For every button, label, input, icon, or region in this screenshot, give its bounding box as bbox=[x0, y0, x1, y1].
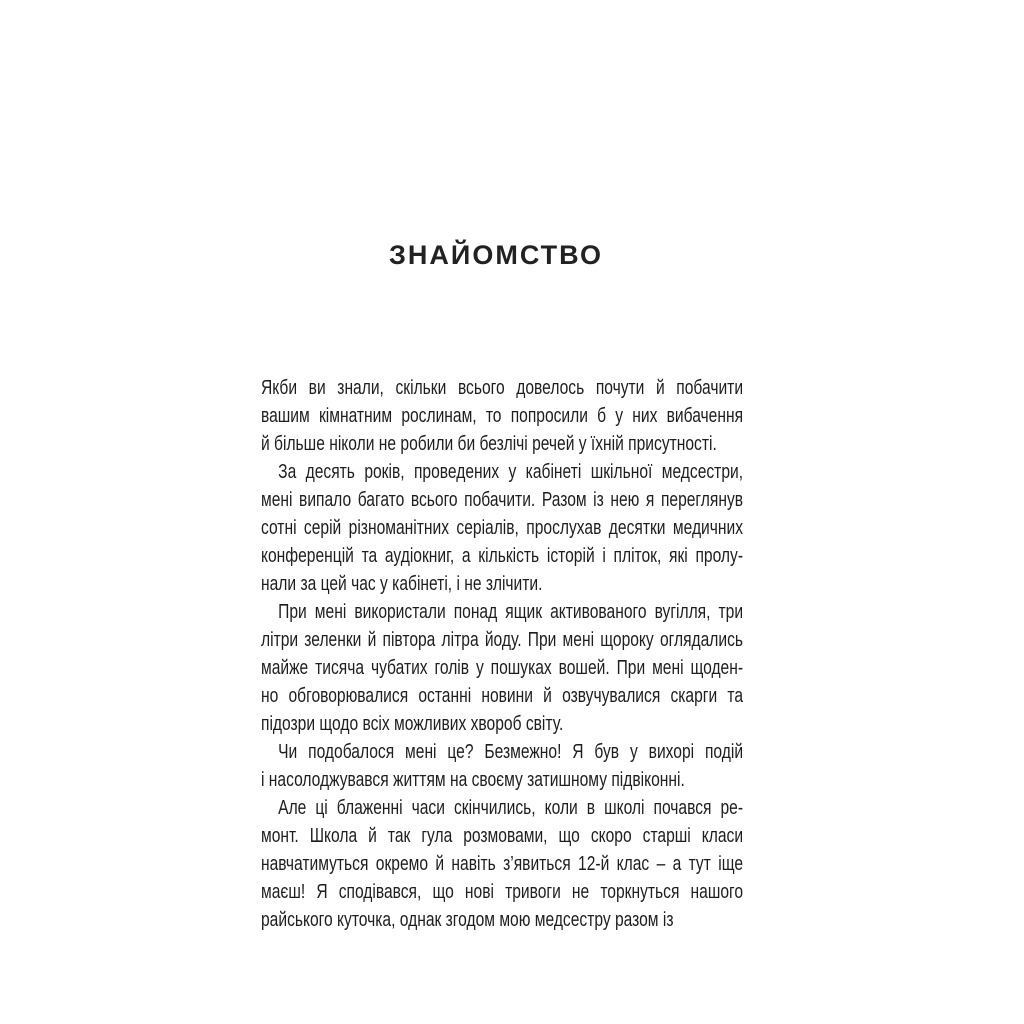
text-line: й більше ніколи не робили би безлічі речей у їхній присутності. bbox=[261, 433, 717, 455]
text-line: і насолоджувався життям на своєму затишному підвіконні. bbox=[261, 769, 685, 791]
text-line: маєш! Я сподівався, що нові тривоги не торкнуться нашого bbox=[261, 881, 744, 903]
text-line: райського куточка, однак згодом мою медсестру разом із bbox=[261, 909, 674, 931]
text-line: майже тисяча чубатих голів у пошуках вошей. При мені щоден- bbox=[261, 657, 744, 679]
text-line: монт. Школа й так гула розмовами, що скоро старші класи bbox=[261, 825, 744, 847]
text-line: літри зеленки й півтора літра йоду. При мені щороку оглядались bbox=[261, 629, 744, 651]
text-line: мені випало багато всього побачити. Разом із нею я переглянув bbox=[261, 489, 744, 511]
text-line: вашим кімнатним рослинам, то попросили б у них вибачення bbox=[261, 405, 744, 427]
text-line: но обговорювалися останні новини й озвучувалися скарги та bbox=[261, 685, 744, 707]
text-line: навчатимуться окремо й навіть з’явиться 12-й клас – а тут іще bbox=[261, 853, 744, 875]
text-line: підозри щодо всіх можливих хвороб світу. bbox=[261, 713, 564, 735]
chapter-title: ЗНАЙОМСТВО bbox=[389, 240, 603, 270]
text-line: конференцій та аудіокниг, а кількість історій і пліток, які пролу- bbox=[261, 545, 744, 567]
text-line: нали за цей час у кабінеті, і не злічити. bbox=[261, 573, 543, 595]
text-line: сотні серій різноманітних серіалів, прослухав десятки медичних bbox=[261, 517, 744, 539]
body-text bbox=[261, 374, 743, 934]
text-line: За десять років, проведених у кабінеті шкільної медсестри, bbox=[278, 461, 744, 483]
text-line: Якби ви знали, скільки всього довелось почути й побачити bbox=[261, 377, 744, 399]
text-line: Чи подобалося мені це? Безмежно! Я був у вихорі подій bbox=[278, 741, 744, 763]
text-line: При мені використали понад ящик активованого вугілля, три bbox=[278, 601, 744, 623]
text-line: Але ці блаженні часи скінчились, коли в школі почався ре- bbox=[278, 797, 744, 819]
